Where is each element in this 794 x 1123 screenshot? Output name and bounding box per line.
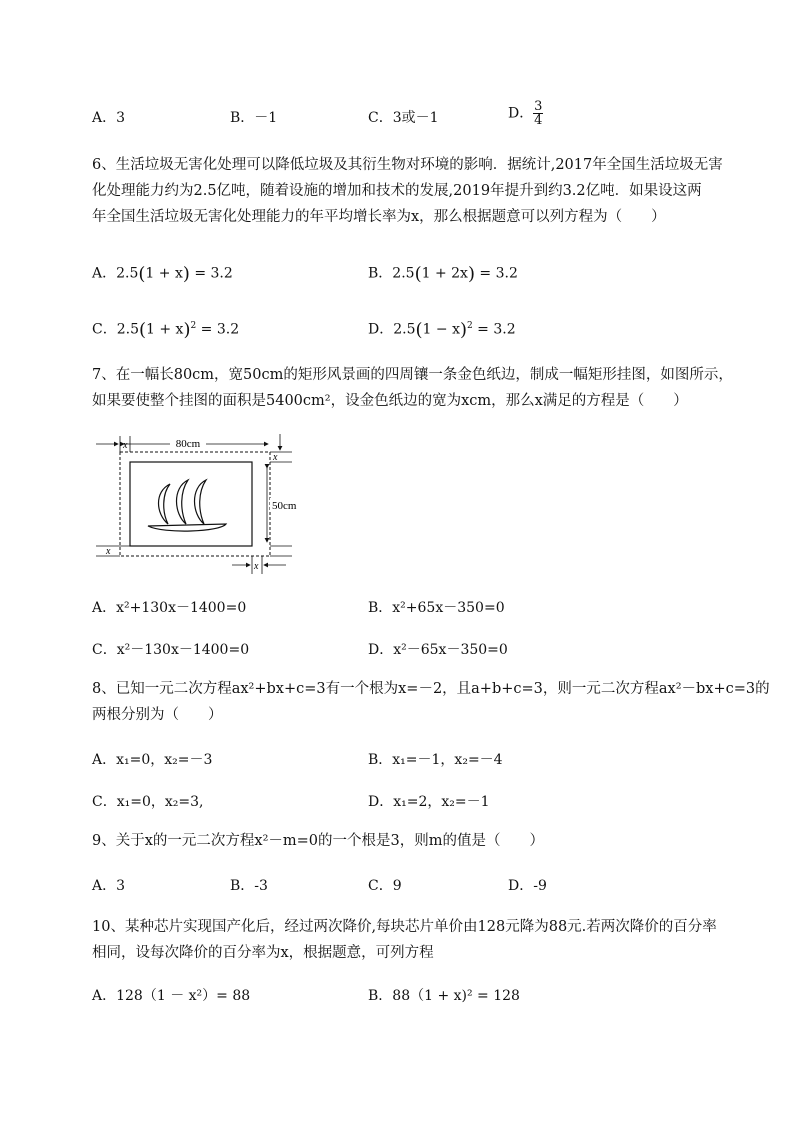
q9-option-a: A．3 <box>92 878 126 894</box>
x-label-top-left: x <box>123 440 128 451</box>
x-label-bottom-left: x <box>106 546 111 557</box>
q5-option-b: B．－1 <box>230 110 278 126</box>
q6-option-a: A．2.5(1 + x) = 3.2 <box>92 263 233 285</box>
q8-stem-line: 8、已知一元二次方程ax²+bx+c=3有一个根为x=－2，且a+b+c=3，则一元二次方程ax²－bx+c=3的 <box>92 681 770 697</box>
width-label: 80cm <box>175 438 201 450</box>
q8-option-a: A．x₁=0，x₂=－3 <box>92 752 213 768</box>
q9-option-b: B．-3 <box>230 878 268 894</box>
q7-stem <box>92 362 752 414</box>
q8-option-b: B．x₁=－1，x₂=－4 <box>368 752 503 768</box>
q5-option-a: A．3 <box>92 110 126 126</box>
x-label-right-top: x <box>273 452 278 463</box>
q9-option-d: D．-9 <box>508 878 547 894</box>
q10-stem-line: 相同，设每次降价的百分率为x，根据题意，可列方程 <box>92 945 434 961</box>
q5-option-c: C．3或－1 <box>368 110 439 126</box>
q6-stem <box>92 152 752 230</box>
q7-picture-frame-figure <box>92 432 304 580</box>
q10-option-a: A．128（1 － x²）= 88 <box>92 988 251 1004</box>
q6-option-d: D．$2.5(1 - x)^2 = 3.2$ <box>368 319 516 341</box>
q7-option-d: D．x²－65x－350=0 <box>368 642 508 658</box>
q6-stem-line: 化处理能力约为2.5亿吨，随着设施的增加和技术的发展,2019年提升到约3.2亿吨．如果设这两 <box>92 183 702 199</box>
x-label-bottom-right: x <box>254 561 259 572</box>
q5-option-d-label: D． <box>508 105 534 122</box>
sailboat-icon <box>148 480 226 531</box>
q9-option-c: C．9 <box>368 878 402 894</box>
q6-option-c: C．$2.5(1 + x)^2 = 3.2$ <box>92 319 240 341</box>
q7-stem-line: 7、在一幅长80cm，宽50cm的矩形风景画的四周镶一条金色纸边，制成一幅矩形挂图，如图所示， <box>92 367 733 383</box>
q5-option-d <box>508 100 543 127</box>
q6-stem-line: 6、生活垃圾无害化处理可以降低垃圾及其衍生物对环境的影响．据统计,2017年全国生活垃圾无害 <box>92 157 723 173</box>
fraction-numerator: 3 <box>534 99 543 114</box>
q10-option-b: B．88（1 + x)² = 128 <box>368 988 520 1004</box>
q8-stem-line: 两根分别为（ ） <box>92 707 223 723</box>
q10-stem-line: 10、某种芯片实现国产化后，经过两次降价,每块芯片单价由128元降为88元.若两次降价的百分率 <box>92 919 717 935</box>
q7-option-b: B．x²+65x－350=0 <box>368 600 505 616</box>
q7-stem-line: 如果要使整个挂图的面积是5400cm²，设金色纸边的宽为xcm，那么x满足的方程是（ ） <box>92 393 688 409</box>
q7-option-c: C．x²－130x－1400=0 <box>92 642 250 658</box>
q7-option-a: A．x²+130x－1400=0 <box>92 600 247 616</box>
q8-option-c: C．x₁=0，x₂=3, <box>92 794 204 810</box>
q9-stem: 9、关于x的一元二次方程x²－m=0的一个根是3，则m的值是（ ） <box>92 833 544 849</box>
q6-option-b: B．2.5(1 + 2x) = 3.2 <box>368 263 518 285</box>
inner-painting-rect <box>130 462 252 546</box>
q6-stem-line: 年全国生活垃圾无害化处理能力的年平均增长率为x，那么根据题意可以列方程为（ ） <box>92 209 666 225</box>
height-label: 50cm <box>272 500 297 512</box>
q8-stem <box>92 676 770 728</box>
q5-option-d-fraction <box>533 100 543 127</box>
q10-stem <box>92 914 752 966</box>
fraction-denominator: 4 <box>534 113 543 128</box>
q8-option-d: D．x₁=2，x₂=－1 <box>368 794 490 810</box>
